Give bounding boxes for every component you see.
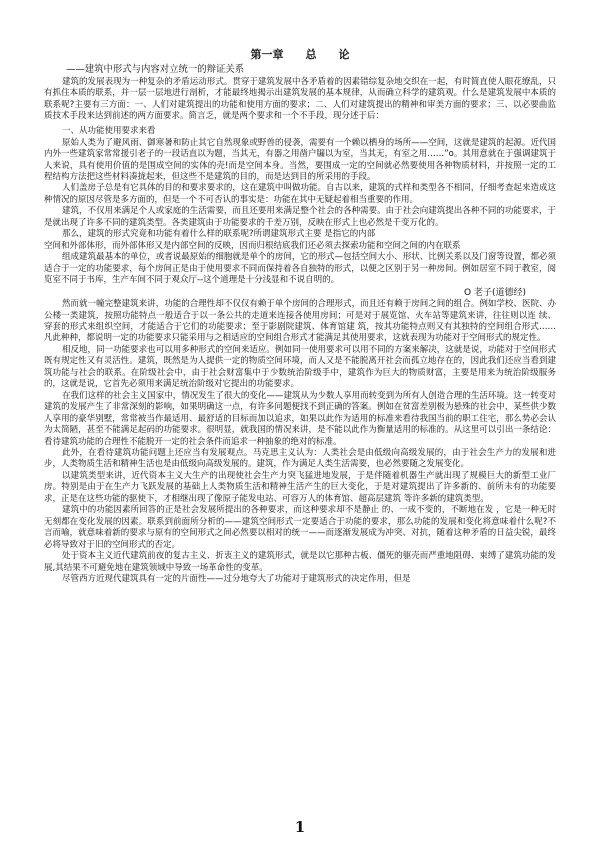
paragraph: 空间和外部体形，而外部体形又是内部空间的反映，因而归根结底我们还必须去探索功能和空间之间的内在联系 xyxy=(44,240,461,251)
document-page xyxy=(44,48,556,585)
page-number: 1 xyxy=(294,818,306,836)
paragraph: 处于资本主义近代建筑前夜的复古主义、折衷主义的建筑形式，就是以它那种古板、僵死的躯壳而严重地阻碍、束缚了建筑功能的发展,其结果不可避免地在建筑领域中导致一场革命性的变革。 xyxy=(44,551,556,573)
paragraph: 建筑中的功能因素所回答的正是社会发展所提出的各种要求，而这种要求却不是静止 的、一成不变的，不断地在发 ，它是一种无时无刻都在变化发展的因素。联系到前面所分析的——建筑空间形式一定要适合于功能的要求，那么功能的发展和变化将意味着什么呢?不言而喻，就意味着新的要求与原有的空间形式之间必然要以相对的统一——而逐渐发展成为冲突、对抗，随着这种矛盾的日益尖锐，最终必将导致对于旧的空间形式的否定。 xyxy=(44,505,556,550)
paragraph: 相反地，同一功能要求也可以用多种形式的空间来适应。例如同一使用要求可以用不同的方案来解决，这就是说，功能对于空间形式既有规定性又有灵活性。建筑，既然是为人提供一定的物质空间环境，而人又是不能脱离开社会而孤立地存在的，因此我们还应当看到建筑功能与社会的联系。在阶级社会中，由于社会财富集中于少数统治阶级手中，建筑作为巨大的物质财富，主要是用来为统治阶级服务的，这就是说，它首先必须用来满足统治阶级对它提出的功能要求。 xyxy=(44,344,556,390)
footnote-attribution: O 老子(道德经) xyxy=(464,287,526,298)
chapter-title: 第一章 总 论 xyxy=(250,48,350,61)
paragraph: 建筑，不仅用来满足个人或家庭的生活需要，而且还要用来满足整个社会的各种需要。由于社会向建筑提出各种不同的功能要求，于是就出现了许多不同的建筑类型。各类建筑由于功能要求的千差万别，反映在形式上也必然是千变万化的。 xyxy=(44,206,556,228)
paragraph: 原始人类为了避风雨、御寒暑和防止其它自然现象或野兽的侵袭，需要有一个赖以栖身的场所——空间，这就是建筑的起源。近代国内外一些建筑家常常援引老子的一段话直以为题，当其无，有器之用凿户牖以为室，当其无，有室之用……”o。其用意就在于强调建筑于人来说，具有使用价值的是围成空间的实体的壳!而是空间本身。当然，要围成一定的空间就必然要使用各种物质材料，并按照一定的工程结构方法把这些材料凑拢起来，但这些不是建筑的目的，而是达到目的所采用的手段。 xyxy=(44,137,556,182)
paragraph: 在我们这样的社会主义国家中，情况发生了很大的变化——建筑从为少数人享用而转变到为所有人创造合理的生活环境。这一转变对建筑的发展产生了非常深刻的影响，如果明确这一点，有许多问题便找不到正确的答案。例如在贫富差别极为悬殊的社会中，某些供少数人享用的豪华别墅，常常被当作最适用、最舒适的目标而加以追求，如果以此作为适用的标准来看待我国当前的职工住宅，那么势必会认为太简陋，甚至不能满足起码的功能要求。很明显，就我国的情况来讲，是不能以此作为衡量适用的标准的。从这里可以引出一条结论：看待建筑功能的合理性不能脱开一定的社会条件而追求一种抽象的绝对的标准。 xyxy=(44,390,556,447)
paragraph: 此外，在看待建筑功能问题上还应当有发展观点。马克思主义认为：人类社会是由低级向高级发展的，由于社会生产力的发展和进步，人类物质生活和精神生活也是由低级向高级发展的。建筑，作为满足人类生活需要，也必然要随之发展变化。 xyxy=(44,447,556,470)
section-heading: 一、从功能使用要求来看 xyxy=(62,125,156,136)
chapter-subtitle: ——建筑中形式与内容对立统一的辩证关系 xyxy=(66,64,245,75)
paragraph: 那么，建筑的形式究竟和功能有着什么样的联系呢?所谓建筑形式主要 是指它的内部 xyxy=(62,229,376,240)
paragraph: 然而就一幢完整建筑来讲，功能的合理性却不仅仅有赖于单个房间的合理形式，而且还有赖于房间之间的组合。例如学校、医院、办公楼一类建筑，按照功能特点一般适合于以一条公共的走道来连接各使用房间；可是对于展览馆、火车站等建筑来讲，往往则以连 续、穿套的形式来组织空间，才能适合于它们的功能要求；至于影剧院建筑、体育馆建 筑，按其功能特点则又有其独特的空间组合形式……凡此种种，都说明一定的功能要求只能采用与之相适应的空间组合形式才能满足其使用要求，这就表现为功能对于空间形式的规定性。 xyxy=(44,299,556,344)
paragraph: 以建筑类型来讲，近代资本主义大生产的出现使社会生产力突飞猛进地发展，于是伴随着机器生产就出现了规模巨大的新型工业厂房。特别是由于在生产力飞跃发展的基础上人类物质生活和精神生活产生的巨大变化，于是对建筑提出了许多新的、前所未有的功能要求，正是在这些功能的驱使下，才相继出现了像原子能发电站、可容万人的体育馆、超高层建筑 等许多新的建筑类型。 xyxy=(44,470,556,504)
paragraph: 建筑的发展表现为一种复杂的矛盾运动形式。贯穿于建筑发展中各矛盾着的因素错综复杂地交织在一起，有时简直使人眼花缭乱，只有抓住本质的联系，并一层一层地进行剖析，才能最终地揭示出建筑发展的基本规律，从而确立科学的建筑观。什么是建筑发展中本质的联系呢?主要有三方面：一、人们对建筑提出的功能和使用方面的要求；二、人们对建筑提出的精神和审美方面的要求；三、以必要曲监质技术手段来达到前述的两方面要求。简言乏，就是两个要求和一个不手段，现分述于后： xyxy=(44,77,556,122)
paragraph: 组成建筑最基本的单位，或者说最原始的细胞就是单个的房间，它的形式—包括空间大小、形状、比例关系以及门窗等设置，都必须适合于一定的功能要求，每个房间正是由于使用要求不同而保持着各自独特的形式，以便之区别于另一种房间。例如居室不同于教室，阅览室不同于书库，生产车间不同于观众厅--这个道理是十分浅显和不说自明的。 xyxy=(44,252,556,286)
paragraph: 人们盖房子总是有它具体的目的和要求要求的，这在建筑中叫做功能。自古以来，建筑的式样和类型各不相同，仔细考查起来造成这种情况的原因尽管是多方面的，但是一个不可否认的事实是：功能在其中无疑起着相当重要的作用。 xyxy=(44,183,556,205)
paragraph: 尽管西方近现代建筑具有一定的片面性——过分地夸大了功能对于建筑形式的决定作用，但是 xyxy=(62,573,411,584)
